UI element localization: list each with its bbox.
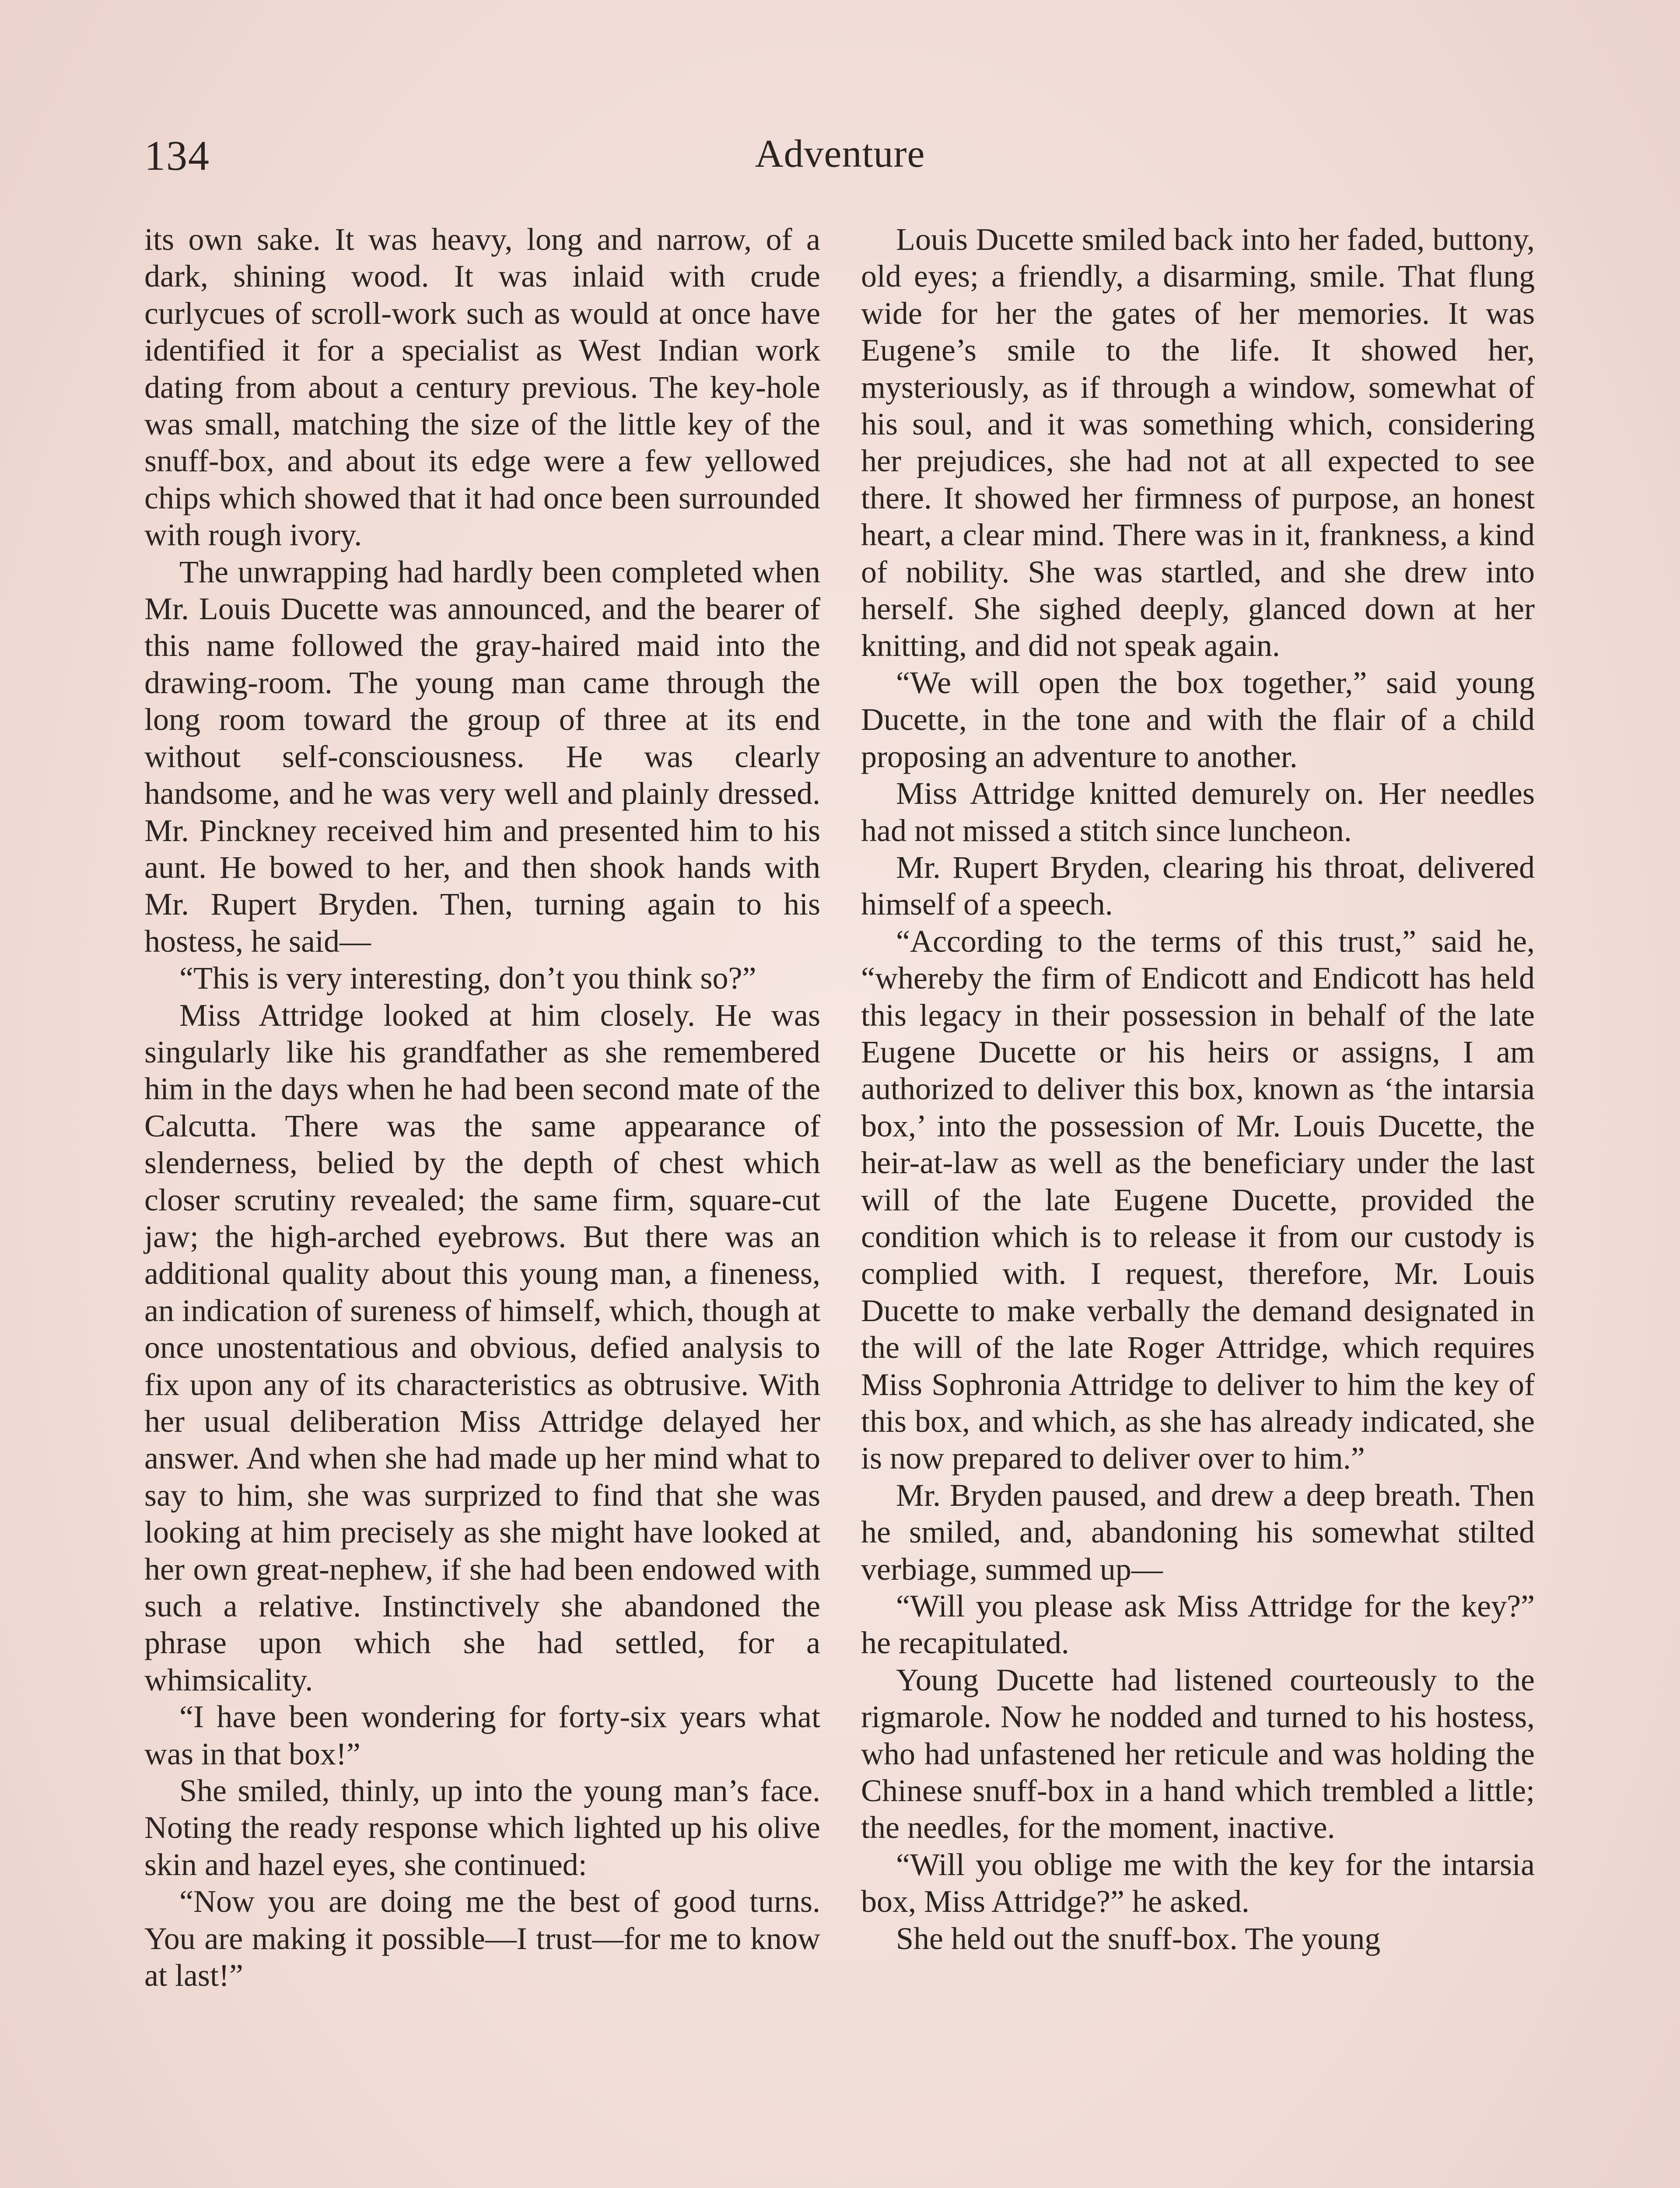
paragraph: “Will you please ask Miss Attridge for the key?” he recapitulated. [861,1588,1535,1661]
paragraph: Mr. Rupert Bryden, clearing his throat, delivered himself of a speech. [861,849,1535,922]
paragraph: The unwrapping had hardly been completed when Mr. Louis Ducette was announced, and the bearer of this name followed the gray-haired maid into the drawing-room. The young man came through the long room toward the group of three at its end without self-consciousness. He was clearly handsome, and he was very well and plainly dressed. Mr. Pinckney received him and presented him to his aunt. He bowed to her, and then shook hands with Mr. Rupert Bryden. Then, turning again to his hostess, he said— [144,554,820,959]
paragraph: She smiled, thinly, up into the young man’s face. Noting the ready response which lighted up his olive skin and hazel eyes, she continued: [144,1773,820,1882]
running-title: Adventure [755,132,925,175]
right-text-column [861,221,1535,1957]
paragraph: Young Ducette had listened courteously to the rigmarole. Now he nodded and turned to his hostess, who had unfastened her reticule and was holding the Chinese snuff-box in a hand which trembled a little; the needles, for the moment, inactive. [861,1662,1535,1845]
paragraph: “Now you are doing me the best of good turns. You are making it possible—I trust—for me to know at last!” [144,1884,820,1993]
paragraph: Miss Attridge looked at him closely. He was singularly like his grandfather as she remembered him in the days when he had been second mate of the Calcutta. There was the same appearance of slenderness, belied by the depth of chest which closer scrutiny revealed; the same firm, square-cut jaw; the high-arched eyebrows. But there was an additional quality about this young man, a fineness, an indication of sureness of himself, which, though at once unostentatious and obvious, defied analysis to fix upon any of its characteristics as obtrusive. With her usual deliberation Miss Attridge delayed her answer. And when she had made up her mind what to say to him, she was surprized to find that she was looking at him precisely as she might have looked at her own great-nephew, if she had been endowed with such a relative. Instinctively she abandoned the phrase upon which she had settled, for a whimsicality. [144,997,820,1697]
paragraph: “I have been wondering for forty-six years what was in that box!” [144,1699,820,1771]
paragraph: its own sake. It was heavy, long and narrow, of a dark, shining wood. It was inlaid with crude curlycues of scroll-work such as would at once have identified it for a specialist as West Indian work dating from about a century previous. The key-hole was small, matching the size of the little key of the snuff-box, and about its edge were a few yellowed chips which showed that it had once been surrounded with rough ivory. [144,222,820,553]
page-header [144,131,1536,184]
paragraph: “We will open the box together,” said young Ducette, in the tone and with the flair of a child proposing an adventure to another. [861,665,1535,774]
paragraph: Mr. Bryden paused, and drew a deep breath. Then he smiled, and, abandoning his somewhat stilted verbiage, summed up— [861,1477,1535,1587]
left-text-column [144,221,820,1994]
paragraph: Miss Attridge knitted demurely on. Her needles had not missed a stitch since luncheon. [861,776,1535,848]
paragraph: Louis Ducette smiled back into her faded, buttony, old eyes; a friendly, a disarming, smile. That flung wide for her the gates of her memories. It was Eugene’s smile to the life. It showed her, mysteriously, as if through a window, somewhat of his soul, and it was something which, considering her prejudices, she had not at all expected to see there. It showed her firmness of purpose, an honest heart, a clear mind. There was in it, frankness, a kind of nobility. She was startled, and she drew into herself. She sighed deeply, glanced down at her knitting, and did not speak again. [861,222,1535,663]
paragraph: She held out the snuff-box. The young [896,1921,1381,1956]
paragraph: “Will you oblige me with the key for the intarsia box, Miss Attridge?” he asked. [861,1847,1535,1919]
paragraph: “According to the terms of this trust,” said he, “whereby the firm of Endicott and Endicott has held this legacy in their possession in behalf of the late Eugene Ducette or his heirs or assigns, I am authorized to deliver this box, known as ‘the intarsia box,’ into the possession of Mr. Louis Ducette, the heir-at-law as well as the beneficiary under the last will of the late Eugene Ducette, provided the condition which is to release it from our custody is complied with. I request, therefore, Mr. Louis Ducette to make verbally the demand designated in the will of the late Roger Attridge, which requires Miss Sophronia Attridge to deliver to him the key of this box, and which, as she has already indicated, she is now prepared to deliver over to him.” [861,923,1535,1476]
paragraph: “This is very interesting, don’t you think so?” [179,961,756,996]
page-number: 134 [144,132,210,179]
